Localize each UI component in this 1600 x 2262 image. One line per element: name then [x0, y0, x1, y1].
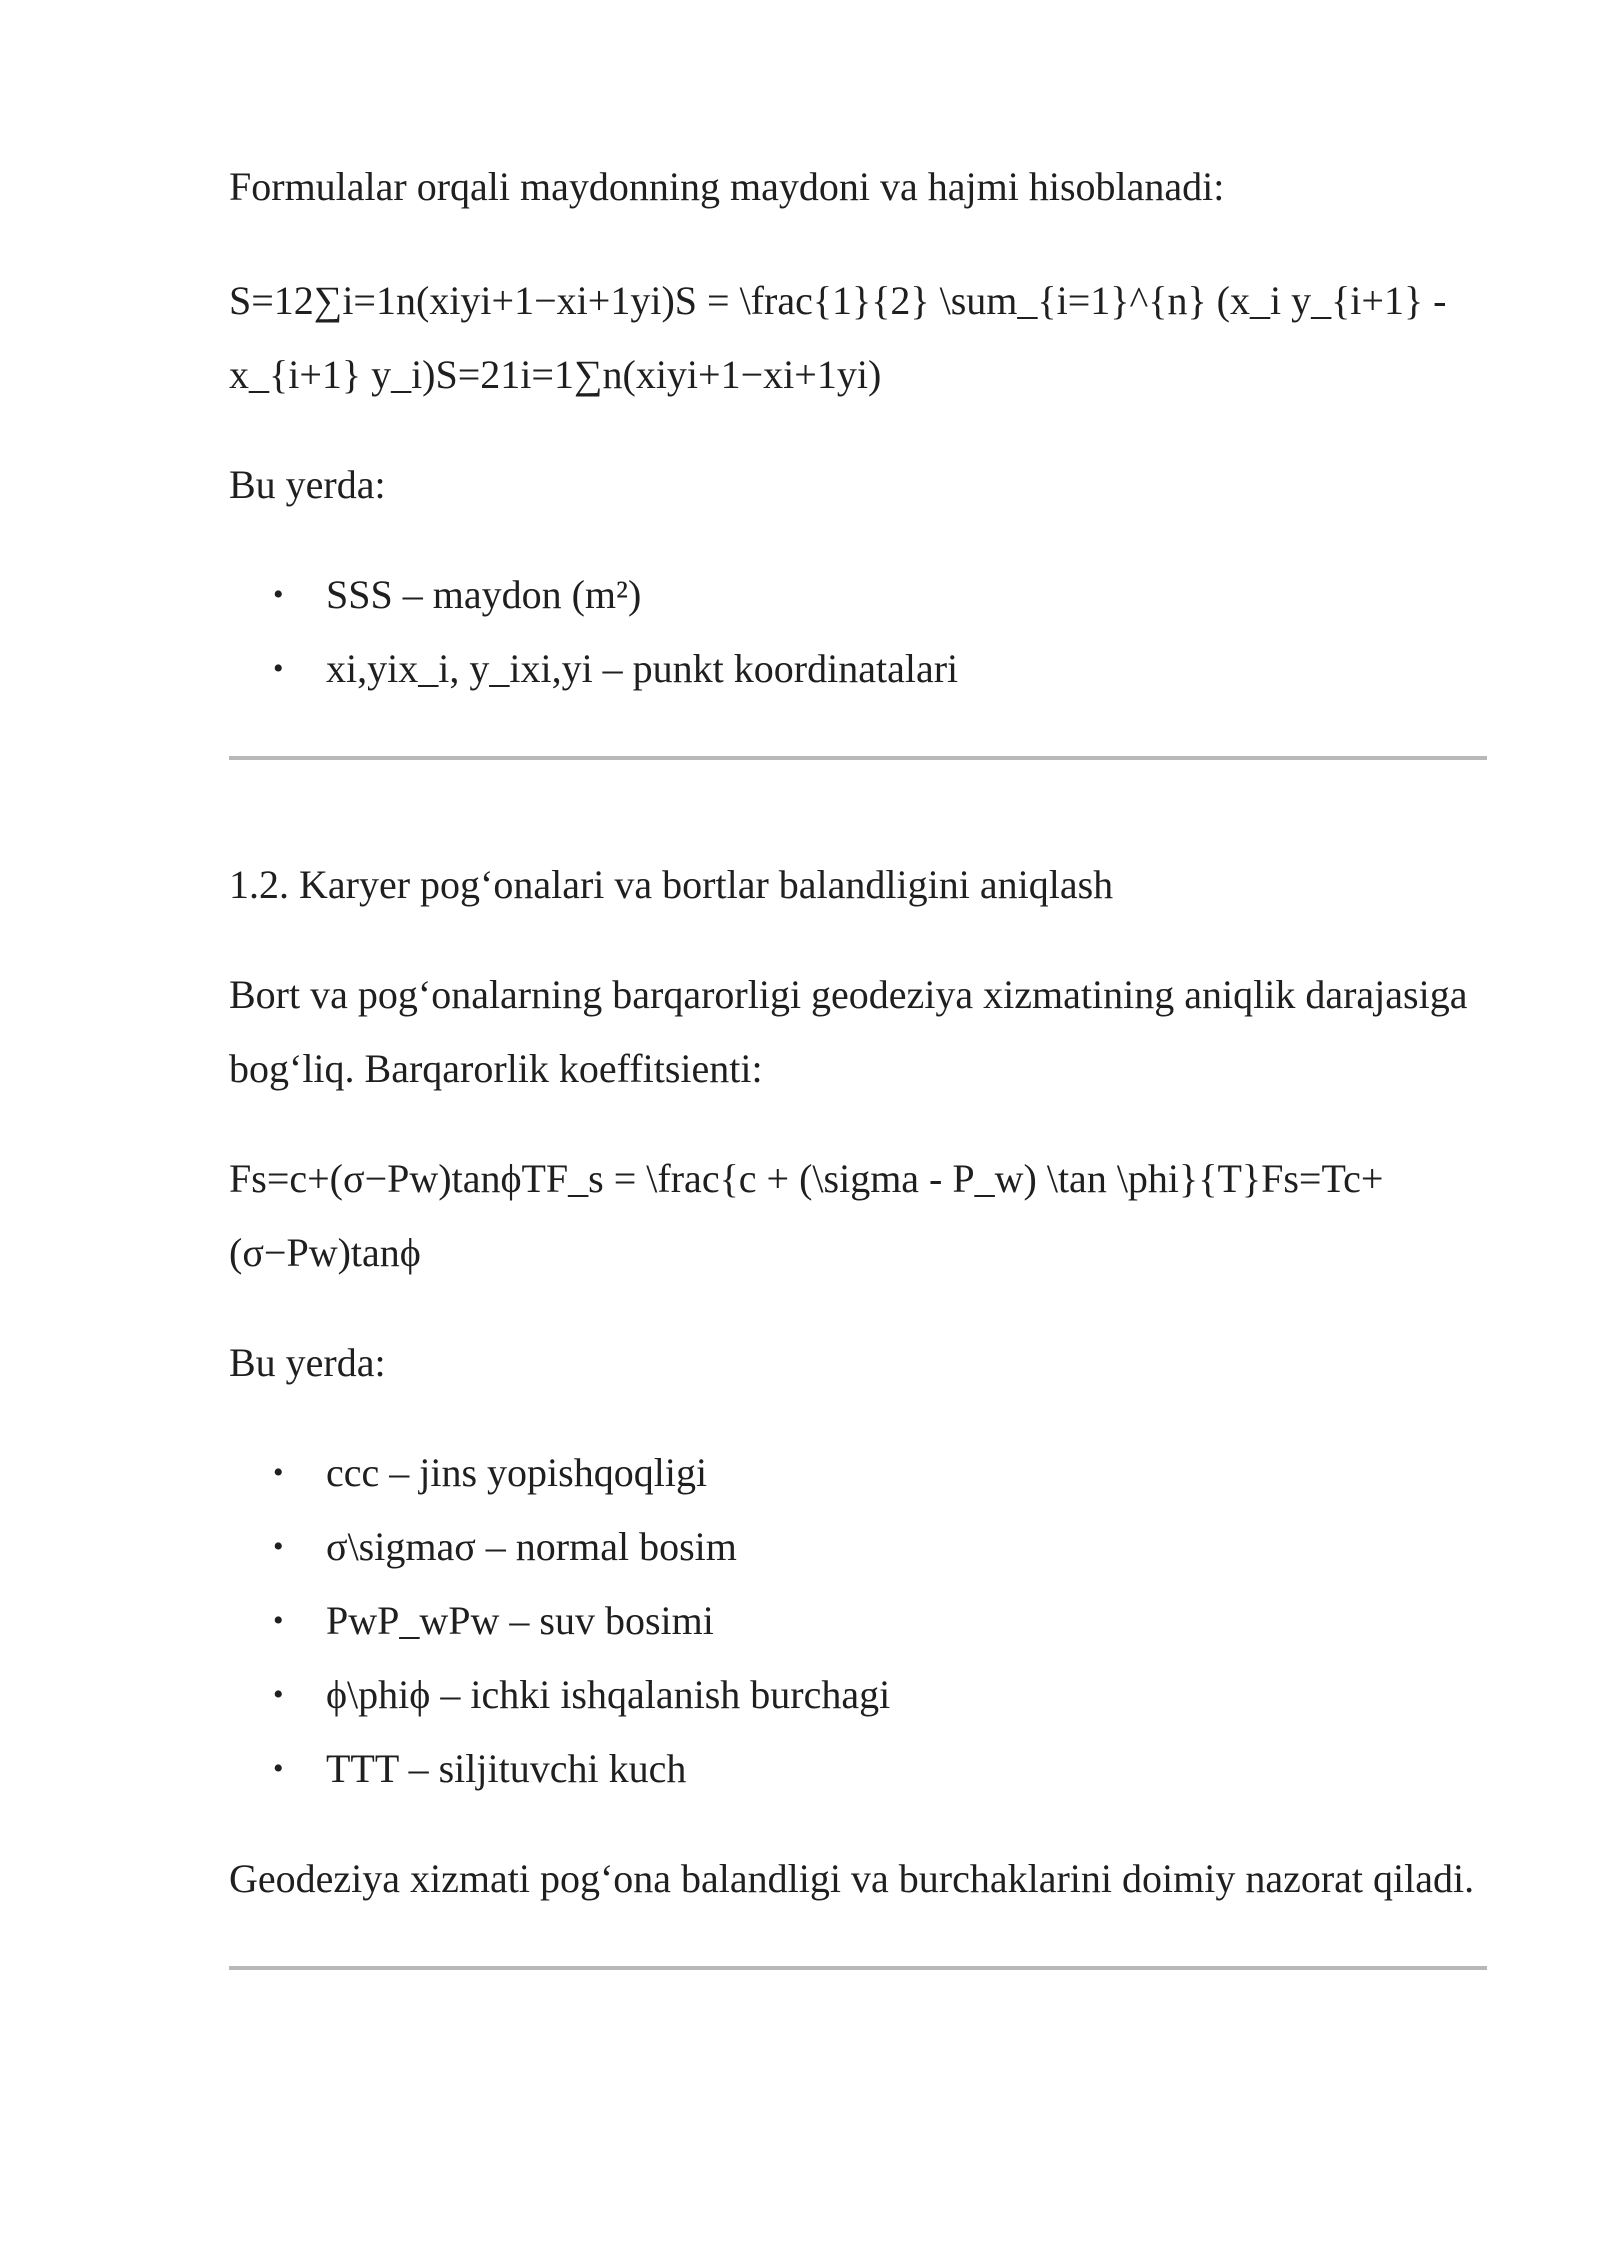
list-item: • xi,yix_i, y_ixi,yi – punkt koordinatalari: [229, 632, 1487, 706]
divider: [229, 1966, 1487, 1970]
list-item: • σ\sigmaσ – normal bosim: [229, 1510, 1487, 1584]
list-item: • PwP_wPw – suv bosimi: [229, 1584, 1487, 1658]
document-page: [229, 150, 1487, 1970]
list-item: • SSS – maydon (m²): [229, 558, 1487, 632]
stability-formula: Fs=c+(σ−Pw)tanϕTF_s = \frac{c + (\sigma - P_w) \tan \phi}{T}Fs=Tc+(σ−Pw)tanϕ: [229, 1156, 1384, 1275]
divider: [229, 756, 1487, 760]
section2-definition-list: [229, 1436, 1487, 1806]
section2-where-label: Bu yerda:: [229, 1340, 386, 1385]
area-formula: S=12∑i=1n(xiyi+1−xi+1yi)S = \frac{1}{2} \sum_{i=1}^{n} (x_i y_{i+1} - x_{i+1} y_i)S=21i=1∑n(xiyi+1−xi+1yi): [229, 278, 1447, 397]
list-item: • ϕ\phiϕ – ichki ishqalanish burchagi: [229, 1658, 1487, 1732]
section1-intro: Formulalar orqali maydonning maydoni va hajmi hisoblanadi:: [229, 164, 1225, 209]
section2-intro: Bort va pog‘onalarning barqarorligi geodeziya xizmatining aniqlik darajasiga bog‘liq. Barqarorlik koeffitsienti:: [229, 972, 1468, 1091]
section1-definition-list: [229, 558, 1487, 706]
list-item: • TTT – siljituvchi kuch: [229, 1732, 1487, 1806]
section2-conclusion: Geodeziya xizmati pog‘ona balandligi va burchaklarini doimiy nazorat qiladi.: [229, 1856, 1475, 1901]
section2-heading: 1.2. Karyer pog‘onalari va bortlar balandligini aniqlash: [229, 862, 1114, 907]
list-item: • ccc – jins yopishqoqligi: [229, 1436, 1487, 1510]
section1-where-label: Bu yerda:: [229, 462, 386, 507]
